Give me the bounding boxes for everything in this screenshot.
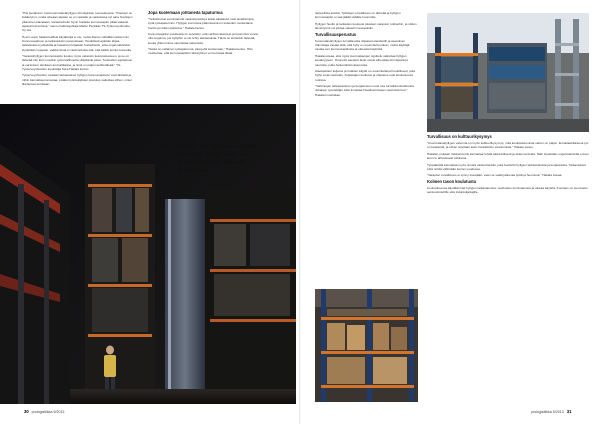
paragraph: "Varaston turvallisuus ei synny itsestään, vaan se vaatii jatkuvaa työtä ja huomiota," Hakala toteaa. — [427, 173, 563, 178]
page-gutter — [299, 0, 301, 424]
paragraph: Alaobjektien kuljetus ja trukkien käyttö on suunniteltava huolellisesti, jotta hyllyt eivät vaurioidu. Kuljettajien koulutus ja ohjeistus ovat keskeisessä roolissa. — [315, 69, 416, 82]
magazine-name: prologistiikka 5/2013 — [531, 410, 564, 414]
section-heading: Turvallisuus on kulttuurikysymys — [427, 134, 492, 139]
paragraph: "Sattui on sellainen työtapaturma, joka johti kuolemaan," Hakala kertoo. Hän muistuttaa, että kunnossapidon tärkeyttä ei voi korostaa liikaa. — [148, 47, 253, 56]
paragraph: Työpaikoilla kannattaa myös nimetä vastuuhenkilö, joka huolehtii hyllyjen tarkastuksista ja korjauksista. Tarkastukset tulisi tehdä vähintään kerran vuodessa. — [427, 162, 587, 171]
quote-mark-icon: ” — [162, 140, 168, 160]
indoor-shelves-illustration — [315, 289, 418, 402]
page-number: 31 — [566, 409, 572, 414]
paragraph: Koulutuksessa käydään läpi hyllyjen tarkastamista, vaurioiden tunnistamista ja oikeaa käyttöä. Koulutus on suunnattu sekä esimiehille että trukinkuljettajille. — [427, 186, 588, 195]
paragraph: Hakalan mukaan riskinarviointi kannattaa tehdä säännöllisesti ja dokumentoida. Näin löydetään ongelmakohdat ennen kuin ne aiheuttavat vahinkoa. — [427, 151, 589, 161]
paragraph: Kunnossapidon puutteista on selvitetty, että vanhat rakenteet ja kuormitus voivat olla ongelma, jos hyllyihin ei ole tehty tarkastuksia. Tämä on kuitenkin tärkeää, koska ylikuormitus vaurioittaa rakenteita. — [148, 32, 258, 45]
section-heading: Turvallisuusperustus — [315, 31, 357, 37]
paragraph: Hyvin usein haaksimallisia käytäntöjä ei ole, mutta tilanne nähdään tarkemmin. Kunnossapitoon ja tarkastuksiin panostetaan. Henkilöstö ajoittain kirjaa tarkastukset työkaluilla ja havainnot kirjataan huolellisesti, jotta ongelmakohdat löydetään nopeasti, vaikka tämä ei vielä tarkoita sitä, että kaikki toimisi kunnolla. — [22, 34, 132, 52]
paragraph: "Pisi kestävinm ovat kuormalavahyllyjen törmäyksien seurauksesta. Yhteistyö on lisääntynyt, mutta oikeaan tapaan se on vastattu ja varastossa nyt aina huoltojen pitäminen kaivataan. Varastonhoito hyvin hoidettu kunnossapito pitää vakavat tapaturmat kurissa," sanoo hallintojohtaja Marko Pentikäs TS-Työterveyshuolto Oy:sta. — [22, 11, 133, 33]
right-footer — [531, 409, 573, 414]
right-col-3 — [315, 11, 417, 287]
section-heading: Jopa kuolemaan johtaneita tapaturmia — [148, 11, 223, 15]
page-number: 30 — [24, 409, 29, 414]
paragraph: "Velkoittomat suunnitelmat varastotyöstä ja tiukat aikataulut ovat tavallisimpia syitä työtapaturmiin. Hyllyjen kunnossa pitämisessä on kuitenkin muistettava huolto ja riskien kartoitus," Hakala kertoo. — [148, 16, 254, 30]
paragraph: Hakala toteaa, että myös kuormalavojen sijoittelu vaikuttaa hyllyjen kestävyyteen. Huonosti asetetut lavat voivat aiheuttaa törmäyksiä ja vaurioita, jotka heikentävät rakennetta. — [315, 53, 408, 67]
indoor-shelves-photo — [315, 289, 418, 402]
paragraph: Kuormalavahyllyjen turvallisuutta ohjaavat standardit ja asetukset. Valmistaja vastaa siitä, että hylly on suunniteltu oikein, mutta käyttäjä vastaa sen kunnossapidosta ja oikeasta käytöstä. — [315, 38, 410, 52]
pull-quote-text: Vaurio voi aikeasti näyttää pieneltä, mutta siitä voi aiheutua hyvin vakava tapaturma. — [178, 143, 257, 175]
right-col-4 — [427, 134, 590, 400]
paragraph: "Vahinkojen tarkastaminen ja korjaaminen ovat osa turvallisuuskulttuuria. Jokaisen työntekijän tulisi ilmoittaa havaitsemistaan vaurioista heti," Hakala muistuttaa. — [315, 84, 415, 97]
paragraph: "Kuormalavahyllyjen valvonta on myös kulttuurikysymys, mitä kouluttautumista varten on paljon. Ennaltaehkäisevä työ on keskeistä, ja siihen tarvitaan koko henkilöstön sitoutumista," Hakala sanoo. — [427, 140, 589, 150]
paragraph: tarpeellisia asioita. Työtilojen turvallisuus on tärkeää ja hyllyjen kunnossapito ei saa jäädä vähälle huomiolle. — [315, 11, 401, 20]
left-col-2 — [148, 11, 259, 103]
section-heading: Kolmen tason koulutusta — [427, 179, 476, 185]
pull-quote — [162, 140, 274, 175]
outdoor-racks-photo — [427, 13, 589, 132]
paragraph: Työterveyshuollon mukaan tarkastukset hyllyjen kunnossapitoon ovat tärkeitä ja niihin kannattaa panostaa. Lisäksi työntekijöiden koulutus vaikuttaa siihen, miten tilanteissa toimitaan. — [22, 73, 133, 87]
outdoor-racks-illustration — [427, 13, 589, 132]
left-footer — [22, 409, 64, 414]
magazine-name: prologistiikka 5/2013 — [31, 410, 65, 414]
paragraph: Hyllyjen huolto ja tarkastus kuuluvat jokaisen varaston rutiineihin, ja niiden laiminlyönti voi johtaa vakaviin seurauksiin. — [315, 21, 417, 31]
paragraph: "Varastohyllyjen kunnossapito kuuluu myös varaston kokonaisuuteen, ja se on tärkeää niin kuin muutkin työturvallisuutta ylläpitävät asiat. Tuotteiden sijoitteluun ja varastoon tarvitaan ammattitaitoa, ja siinä on paljon kehitettävää," TS-Työterveyshuollon kouluttaja Sara Hakala kertoo. — [22, 54, 133, 71]
